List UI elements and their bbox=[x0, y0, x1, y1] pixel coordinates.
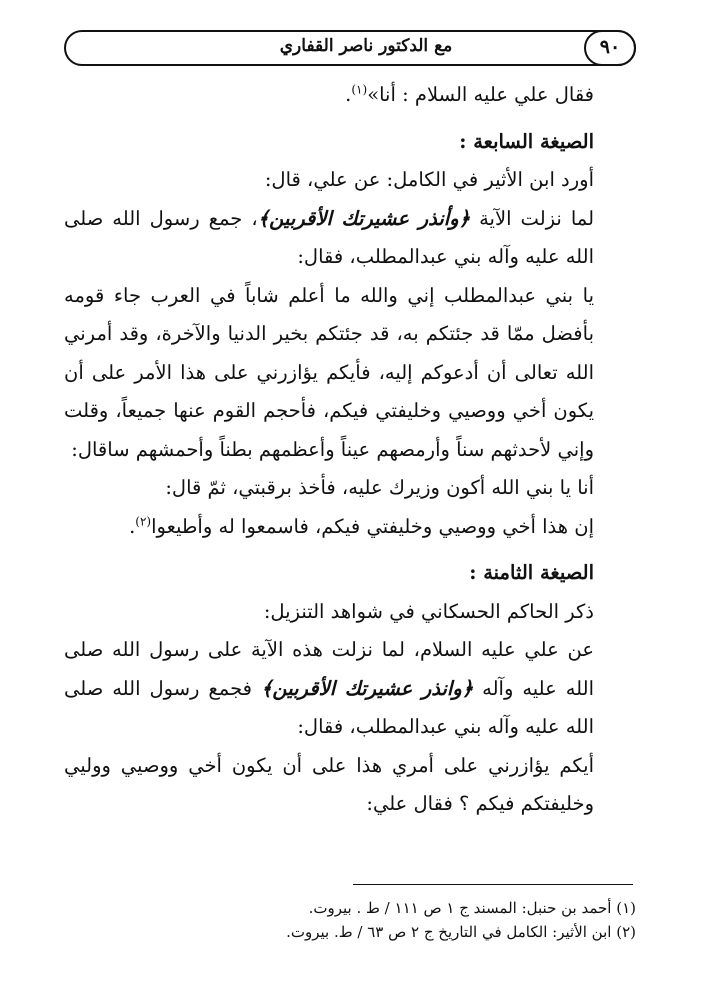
header-title: مع الدكتور ناصر القفاري bbox=[279, 36, 453, 56]
footnote: (١) أحمد بن حنبل: المسند ج ١ ص ١١١ / ط . بيروت. bbox=[308, 899, 636, 917]
section-heading: الصيغة الثامنة : bbox=[469, 561, 594, 584]
quran-verse: ﴿وأنذر عشيرتك الأقربين﴾ bbox=[257, 206, 471, 230]
paragraph: إن هذا أخي ووصيي وخليفتي فيكم، فاسمعوا له وأطيعوا$^{(٢)}$. bbox=[129, 514, 594, 538]
page-number: ٩٠ bbox=[584, 30, 636, 66]
footnote-ref: (٢) bbox=[135, 514, 152, 528]
text-line: ، جمع رسول الله صلى الله عليه وآله بني bbox=[64, 206, 594, 268]
text-line: فقال علي عليه السلام : أنا» bbox=[367, 83, 594, 106]
footnote-separator bbox=[353, 884, 633, 885]
running-header bbox=[64, 30, 636, 66]
text-line: لما نزلت الآية bbox=[479, 206, 595, 230]
quran-verse: ﴿وانذر عشيرتك الأقربين﴾ bbox=[260, 676, 474, 700]
paragraph bbox=[64, 631, 612, 747]
paragraph: أيكم يؤازرني على أمري هذا على أن يكون أخي ووصيي ووليي وخليفتكم فيكم ؟ فقال علي: bbox=[64, 753, 594, 815]
paragraph bbox=[64, 200, 612, 277]
page-body bbox=[64, 76, 612, 824]
paragraph: ذكر الحاكم الحسكاني في شواهد التنزيل: bbox=[263, 599, 594, 623]
footnotes bbox=[200, 896, 636, 944]
footnote-ref: (١) bbox=[351, 82, 368, 97]
text-line: فجمع رسول الله صلى الله عليه وآله بني عبدالمطلب، فقال: bbox=[64, 676, 594, 738]
paragraph: أورد ابن الأثير في الكامل: عن علي، قال: bbox=[264, 168, 594, 191]
paragraph: يا بني عبدالمطلب إني والله ما أعلم شاباً في العرب جاء قومه بأفضل ممّا قد جئتكم به، قد جئتكم بخير الدنيا والآخرة، وقد أمرني الله تعالى أن أدعوكم إليه، فأيكم يؤازرني على هذا الأمر على أن يكون أخي ووصيي وخليفتي فيكم، فأحجم القوم عنها جميعاً، وقلت وإني لأحدثهم سناً وأرمصهم عيناً وأعظمهم بطناً وأحمشهم ساقال: bbox=[64, 283, 594, 461]
text-line: عبدالمطلب، فقال: bbox=[297, 245, 448, 268]
text-line: إن هذا أخي ووصيي وخليفتي فيكم، فاسمعوا له وأطيعوا bbox=[151, 514, 594, 538]
text-line: عن علي عليه السلام، لما نزلت هذه الآية على رسول الله صلى الله عليه وآله bbox=[64, 638, 595, 700]
paragraph: أنا يا بني الله أكون وزيرك عليه، فأخذ برقبتي، ثمّ قال: bbox=[165, 476, 594, 499]
paragraph: فقال علي عليه السلام : أنا»$^{(١)}$. bbox=[345, 82, 594, 106]
footnote: (٢) ابن الأثير: الكامل في التاريخ ج ٢ ص ٦٣ / ط. بيروت. bbox=[286, 923, 636, 941]
section-heading: الصيغة السابعة : bbox=[459, 129, 594, 153]
